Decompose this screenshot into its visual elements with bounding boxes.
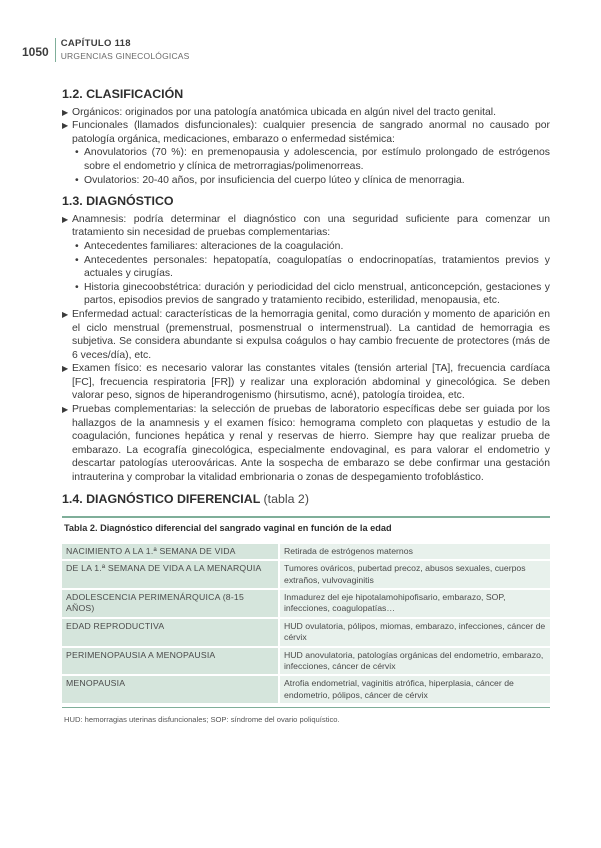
table-footnote: HUD: hemorragias uterinas disfuncionales; SOP: síndrome del ovario poliquístico. — [62, 707, 550, 727]
causes-cell: HUD anovulatoria, patologías orgánicas del endometrio, embarazo, infecciones, cáncer de cérvix — [278, 648, 550, 675]
causes-cell: Inmadurez del eje hipotalamohipofisario, embarazo, SOP, infecciones, coagulopatías… — [278, 590, 550, 617]
dot-bullet-icon: • — [75, 281, 79, 293]
list-item: ▶ Funcionales (llamados disfuncionales): cualquier presencia de sangrado anormal no causado por patología orgánica, medicaciones, embarazo o enfermedad sistémica: — [62, 120, 550, 145]
arrow-bullet-icon: ▶ — [62, 121, 69, 131]
age-cell: NACIMIENTO A LA 1.ª SEMANA DE VIDA — [62, 544, 278, 559]
section-heading-diagnostico-diferencial: 1.4. DIAGNÓSTICO DIFERENCIAL (tabla 2) — [62, 491, 309, 506]
running-header — [22, 38, 190, 62]
differential-table — [62, 516, 550, 727]
list-item: ▶ Anamnesis: podría determinar el diagnóstico con una seguridad suficiente para comenzar un tratamiento sin necesidad de pruebas complementarias: — [62, 213, 550, 239]
table-row — [62, 619, 550, 646]
age-cell: PERIMENOPAUSIA A MENOPAUSIA — [62, 648, 278, 675]
age-cell: DE LA 1.ª SEMANA DE VIDA A LA MENARQUIA — [62, 561, 278, 588]
section-heading-diagnostico: 1.3. DIAGNÓSTICO — [62, 194, 174, 209]
sub-list-item: • Historia ginecoobstétrica: duración y periodicidad del ciclo menstrual, anticoncepción, gestaciones y partos, episodios previos de sangrado y tratamiento recibido, esterilidad, menopausia, etc. — [75, 281, 550, 307]
age-cell: MENOPAUSIA — [62, 676, 278, 703]
causes-cell: Retirada de estrógenos maternos — [278, 544, 550, 559]
arrow-bullet-icon: ▶ — [62, 107, 69, 117]
causes-cell: Tumores ováricos, pubertad precoz, abusos sexuales, cuerpos extraños, vulvovaginitis — [278, 561, 550, 588]
chapter-label: CAPÍTULO 118 — [60, 38, 131, 49]
table-row — [62, 676, 550, 703]
age-cell: EDAD REPRODUCTIVA — [62, 619, 278, 646]
section-heading-clasificacion: 1.2. CLASIFICACIÓN — [62, 87, 184, 101]
table-title: Tabla 2. Diagnóstico diferencial del sangrado vaginal en función de la edad — [62, 516, 550, 542]
dot-bullet-icon: • — [75, 174, 79, 186]
dot-bullet-icon: • — [75, 254, 79, 266]
table-row — [62, 561, 550, 588]
arrow-bullet-icon: ▶ — [62, 309, 69, 319]
sub-list-item: • Antecedentes personales: hepatopatía, coagulopatías o endocrinopatías, tratamientos previos y actuales y cirugías. — [75, 254, 550, 280]
table-reference: (tabla 2) — [263, 491, 309, 506]
sub-list-item: • Ovulatorios: 20-40 años, por insuficiencia del cuerpo lúteo y clínica de menorragia. — [75, 174, 465, 186]
sub-list-item: • Antecedentes familiares: alteraciones de la coagulación. — [75, 240, 344, 252]
causes-cell: Atrofia endometrial, vaginitis atrófica, hiperplasia, cáncer de endometrio, pólipos, cáncer de cérvix — [278, 676, 550, 703]
list-item: ▶ Examen físico: es necesario valorar las constantes vitales (tensión arterial [TA], frecuencia cardíaca [FC], frecuencia respiratoria [FR]) y realizar una exploración abdominal y ginecológica. Se deben valorar peso, signos de hiperandrogenismo (hirsutismo, acné), patología tiroidea, etc. — [62, 363, 550, 402]
dot-bullet-icon: • — [75, 240, 79, 252]
table-row — [62, 544, 550, 559]
list-item: ▶ Orgánicos: originados por una patología anatómica ubicada en algún nivel del tracto genital. — [62, 106, 496, 118]
page-content — [62, 80, 550, 727]
chapter-subtitle: URGENCIAS GINECOLÓGICAS — [60, 51, 190, 61]
dot-bullet-icon: • — [75, 147, 79, 159]
list-item: ▶ Pruebas complementarias: la selección de pruebas de laboratorio específicas debe ser guiada por los hallazgos de la anamnesis y el examen físico: hemograma completo con plaquetas y estudio de la coagulación, funciones hepática y renal y reservas de hierro. Siempre hay que realizar prueba de embarazo. La ecografía ginecológica, especialmente endovaginal, es para valorar el endometrio y descartar patologías uteroováricas. Ante la sospecha de embarazo se debe confirmar una gestación intrauterina y comprobar la vitalidad embrionaria o zonas de despegamiento trofoblástico. — [62, 404, 550, 484]
page-number: 1050 — [22, 45, 49, 59]
arrow-bullet-icon: ▶ — [62, 405, 69, 415]
age-cell: ADOLESCENCIA PERIMENÁRQUICA (8-15 AÑOS) — [62, 590, 278, 617]
table-row — [62, 648, 550, 675]
header-divider — [55, 38, 56, 62]
arrow-bullet-icon: ▶ — [62, 364, 69, 374]
list-item: ▶ Enfermedad actual: características de la hemorragia genital, como duración y momento de aparición en el ciclo menstrual (premenstrual, posmenstrual o intermenstrual). La cantidad de hemorragia es subjetiva. Se considera abundante si expulsa coágulos o hay cambio frecuente de protectores (más de 6 veces/día), etc. — [62, 308, 550, 361]
table-row — [62, 590, 550, 617]
arrow-bullet-icon: ▶ — [62, 214, 69, 224]
causes-cell: HUD ovulatoria, pólipos, miomas, embarazo, infecciones, cáncer de cérvix — [278, 619, 550, 646]
sub-list-item: • Anovulatorios (70 %): en premenopausia y adolescencia, por estímulo prolongado de estrógenos sobre el endometrio y clínica de metrorragias/polimenorreas. — [75, 147, 550, 172]
